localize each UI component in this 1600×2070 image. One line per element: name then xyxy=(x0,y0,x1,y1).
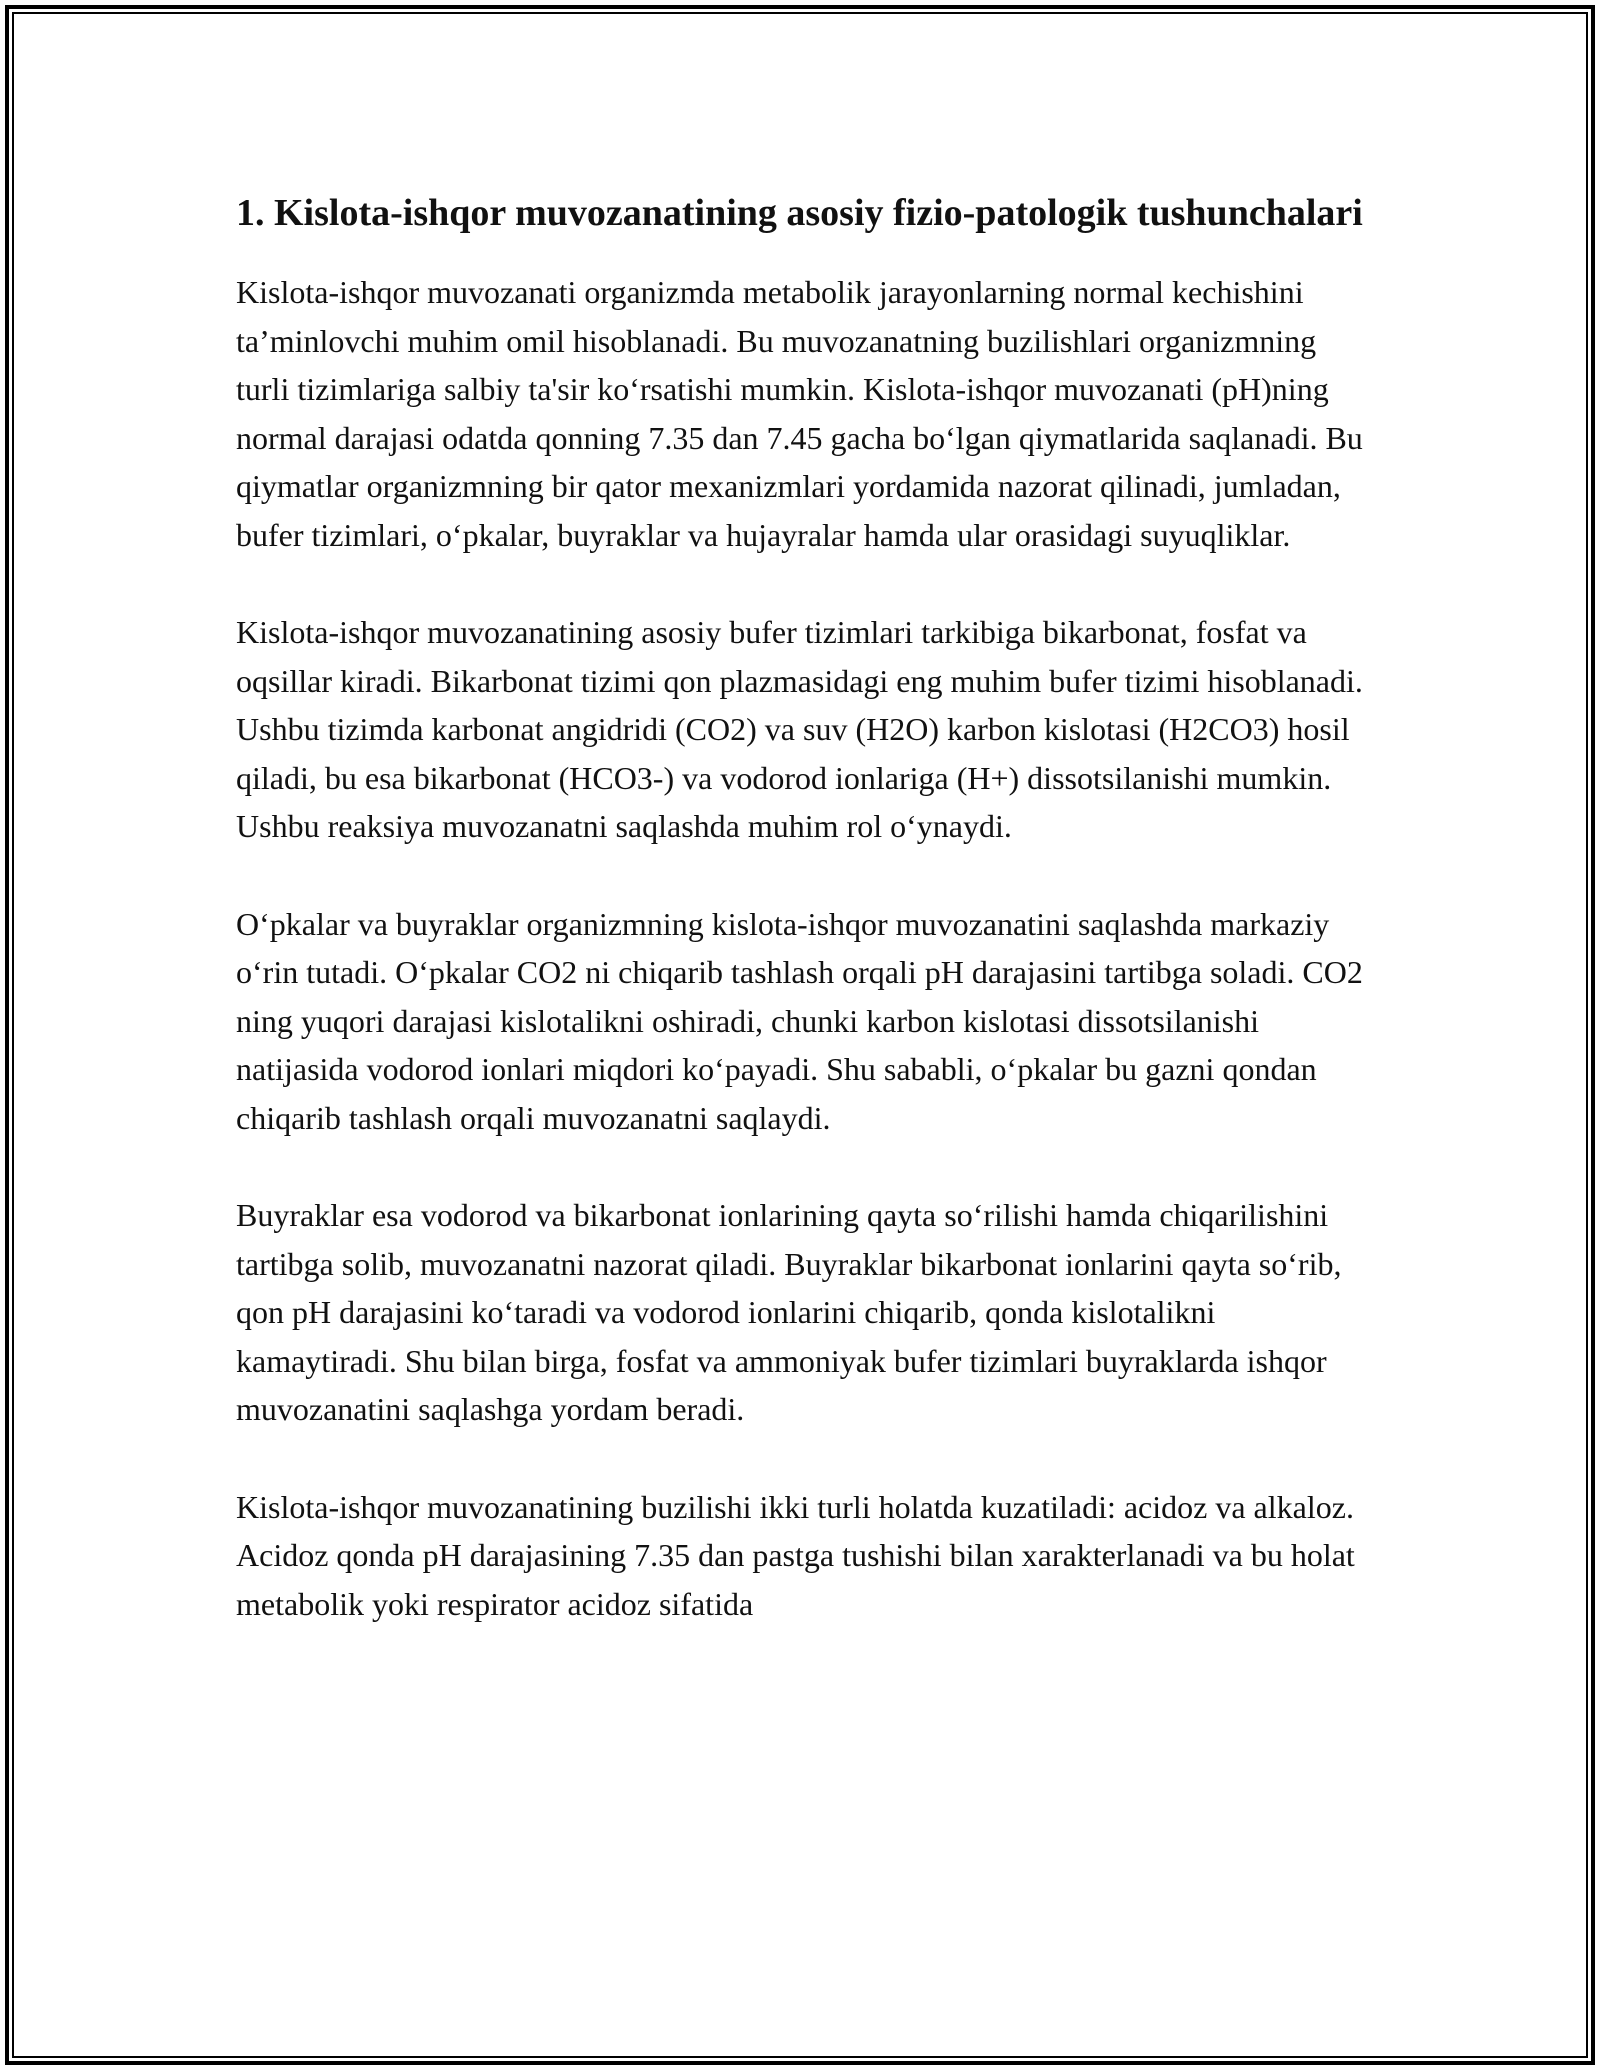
section-heading: 1. Kislota-ishqor muvozanatining asosiy fizio-patologik tushunchalari xyxy=(236,192,1363,234)
paragraph-2: Kislota-ishqor muvozanatining asosiy bufer tizimlari tarkibiga bikarbonat, fosfat va oqsillar kiradi. Bikarbonat tizimi qon plazmasidagi eng muhim bufer tizimi hisoblanadi. Ushbu tizimda karbonat angidridi (CO2) va suv (H2O) karbon kislotasi (H2CO3) hosil qiladi, bu esa bikarbonat (HCO3-) va vodorod ionlariga (H+) dissotsilanishi mumkin. Ushbu reaksiya muvozanatni saqlashda muhim rol o‘ynaydi. xyxy=(236,614,1363,844)
paragraph-1: Kislota-ishqor muvozanati organizmda metabolik jarayonlarning normal kechishini ta’minlovchi muhim omil hisoblanadi. Bu muvozanatning buzilishlari organizmning turli tizimlariga salbiy ta'sir ko‘rsatishi mumkin. Kislota-ishqor muvozanati (pH)ning normal darajasi odatda qonning 7.35 dan 7.45 gacha bo‘lgan qiymatlarida saqlanadi. Bu qiymatlar organizmning bir qator mexanizmlari yordamida nazorat qilinadi, jumladan, bufer tizimlari, o‘pkalar, buyraklar va hujayralar hamda ular orasidagi suyuqliklar. xyxy=(236,274,1363,553)
paragraph-3: O‘pkalar va buyraklar organizmning kislota-ishqor muvozanatini saqlashda markaziy o‘rin tutadi. O‘pkalar CO2 ni chiqarib tashlash orqali pH darajasini tartibga soladi. CO2 ning yuqori darajasi kislotalikni oshiradi, chunki karbon kislotasi dissotsilanishi natijasida vodorod ionlari miqdori ko‘payadi. Shu sababli, o‘pkalar bu gazni qondan chiqarib tashlash orqali muvozanatni saqlaydi. xyxy=(236,905,1363,1136)
document-content xyxy=(236,186,1376,1677)
paragraph-5: Kislota-ishqor muvozanatining buzilishi ikki turli holatda kuzatiladi: acidoz va alkaloz. Acidoz qonda pH darajasining 7.35 dan pastga tushishi bilan xarakterlanadi va bu holat metabolik yoki respirator acidoz sifatida xyxy=(236,1488,1355,1622)
paragraph-4: Buyraklar esa vodorod va bikarbonat ionlarining qayta so‘rilishi hamda chiqarilishini tartibga solib, muvozanatni nazorat qiladi. Buyraklar bikarbonat ionlarini qayta so‘rib, qon pH darajasini ko‘taradi va vodorod ionlarini chiqarib, qonda kislotalikni kamaytiradi. Shu bilan birga, fosfat va ammoniyak bufer tizimlari buyraklarda ishqor muvozanatini saqlashga yordam beradi. xyxy=(236,1197,1342,1427)
